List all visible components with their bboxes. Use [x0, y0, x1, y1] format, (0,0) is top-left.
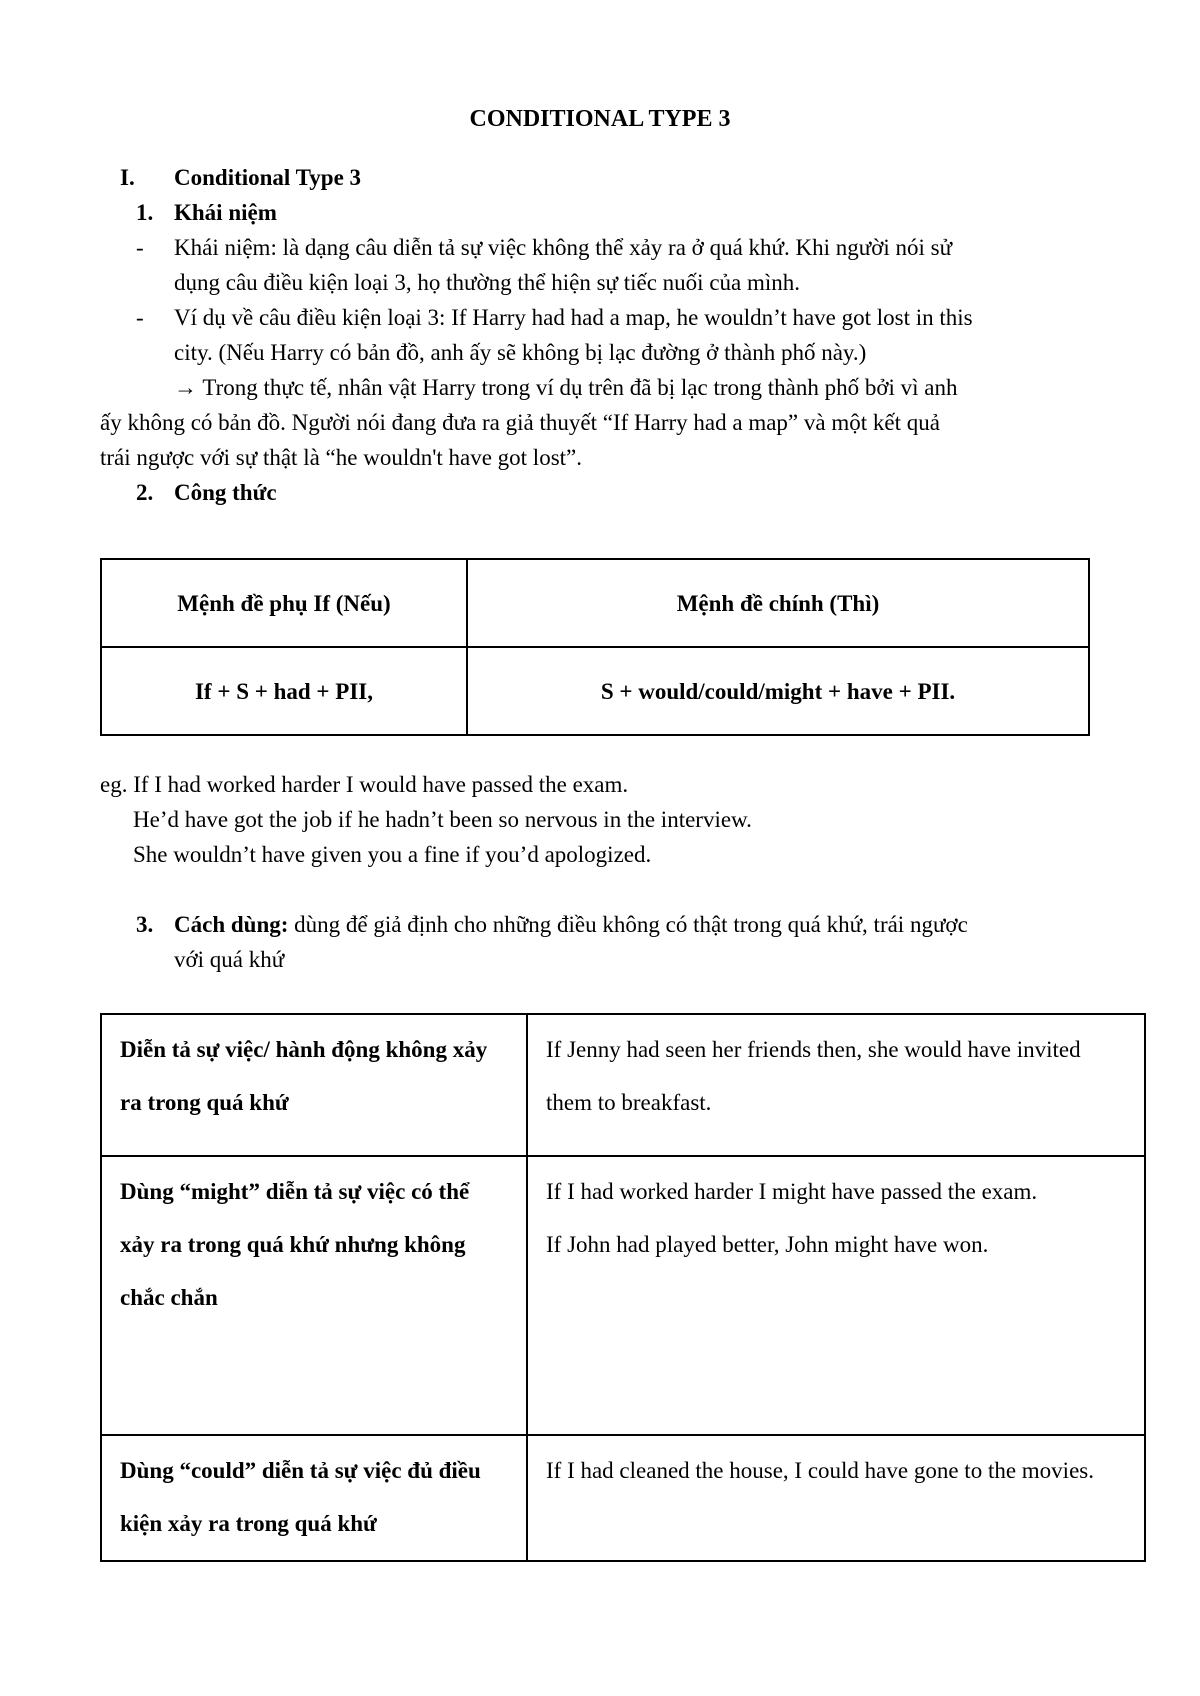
- part1-heading: Khái niệm: [174, 200, 277, 225]
- explanation-line-1: → Trong thực tế, nhân vật Harry trong ví dụ trên đã bị lạc trong thành phố bởi vì anh: [174, 375, 958, 400]
- definition-line-1: Khái niệm: là dạng câu diễn tả sự việc không thể xảy ra ở quá khứ. Khi người nói sử: [174, 235, 953, 260]
- part3-number: 3.: [136, 912, 154, 937]
- section-heading: Conditional Type 3: [174, 165, 362, 190]
- section-number: I.: [120, 165, 135, 190]
- part2-number: 2.: [136, 480, 154, 505]
- explanation-line-2: ấy không có bản đồ. Người nói đang đưa ra giả thuyết “If Harry had a map” và một kết quả: [100, 410, 940, 435]
- part3-description-line-2: với quá khứ: [174, 947, 285, 972]
- bullet-dash: -: [136, 235, 144, 260]
- example-line: If John had played better, John might have won.: [546, 1232, 989, 1257]
- usage-cell: Dùng “might” diễn tả sự việc có thể xảy ra trong quá khứ nhưng không chắc chắn: [101, 1156, 527, 1435]
- part1-number: 1.: [136, 200, 154, 225]
- formula-table: [100, 558, 1090, 736]
- example-cell: If Jenny had seen her friends then, she would have invited them to breakfast.: [527, 1014, 1145, 1156]
- formula-if-clause: If + S + had + PII,: [101, 647, 467, 735]
- formula-header-if: Mệnh đề phụ If (Nếu): [101, 559, 467, 647]
- part3-description-line-1: [174, 907, 968, 942]
- part2-heading: Công thức: [174, 480, 277, 505]
- formula-example-1: eg. If I had worked harder I would have passed the exam.: [100, 772, 629, 797]
- bullet-dash: -: [136, 305, 144, 330]
- usage-cell: Diễn tả sự việc/ hành động không xảy ra trong quá khứ: [101, 1014, 527, 1156]
- page-title: CONDITIONAL TYPE 3: [469, 106, 731, 132]
- usage-table: [100, 1013, 1146, 1562]
- example-cell: [527, 1156, 1145, 1435]
- formula-example-3: She wouldn’t have given you a fine if you’d apologized.: [133, 842, 652, 867]
- formula-header-main: Mệnh đề chính (Thì): [467, 559, 1089, 647]
- example-line: If I had worked harder I might have passed the exam.: [546, 1179, 1038, 1204]
- definition-line-2: dụng câu điều kiện loại 3, họ thường thể hiện sự tiếc nuối của mình.: [174, 270, 801, 295]
- table-row: [101, 1156, 1145, 1435]
- explanation-line-3: trái ngược với sự thật là “he wouldn't have got lost”.: [100, 445, 582, 470]
- usage-cell: Dùng “could” diễn tả sự việc đủ điều kiện xảy ra trong quá khứ: [101, 1435, 527, 1561]
- part3-description: dùng để giả định cho những điều không có thật trong quá khứ, trái ngược: [288, 912, 968, 937]
- table-row: [101, 1014, 1145, 1156]
- example-cell: If I had cleaned the house, I could have gone to the movies.: [527, 1435, 1145, 1561]
- formula-example-2: He’d have got the job if he hadn’t been so nervous in the interview.: [133, 807, 752, 832]
- example-line-2: city. (Nếu Harry có bản đồ, anh ấy sẽ không bị lạc đường ở thành phố này.): [174, 340, 867, 365]
- formula-main-clause: S + would/could/might + have + PII.: [467, 647, 1089, 735]
- example-line-1: Ví dụ về câu điều kiện loại 3: If Harry had had a map, he wouldn’t have got lost in this: [174, 305, 973, 330]
- table-row: [101, 1435, 1145, 1561]
- part3-heading: Cách dùng:: [174, 912, 289, 937]
